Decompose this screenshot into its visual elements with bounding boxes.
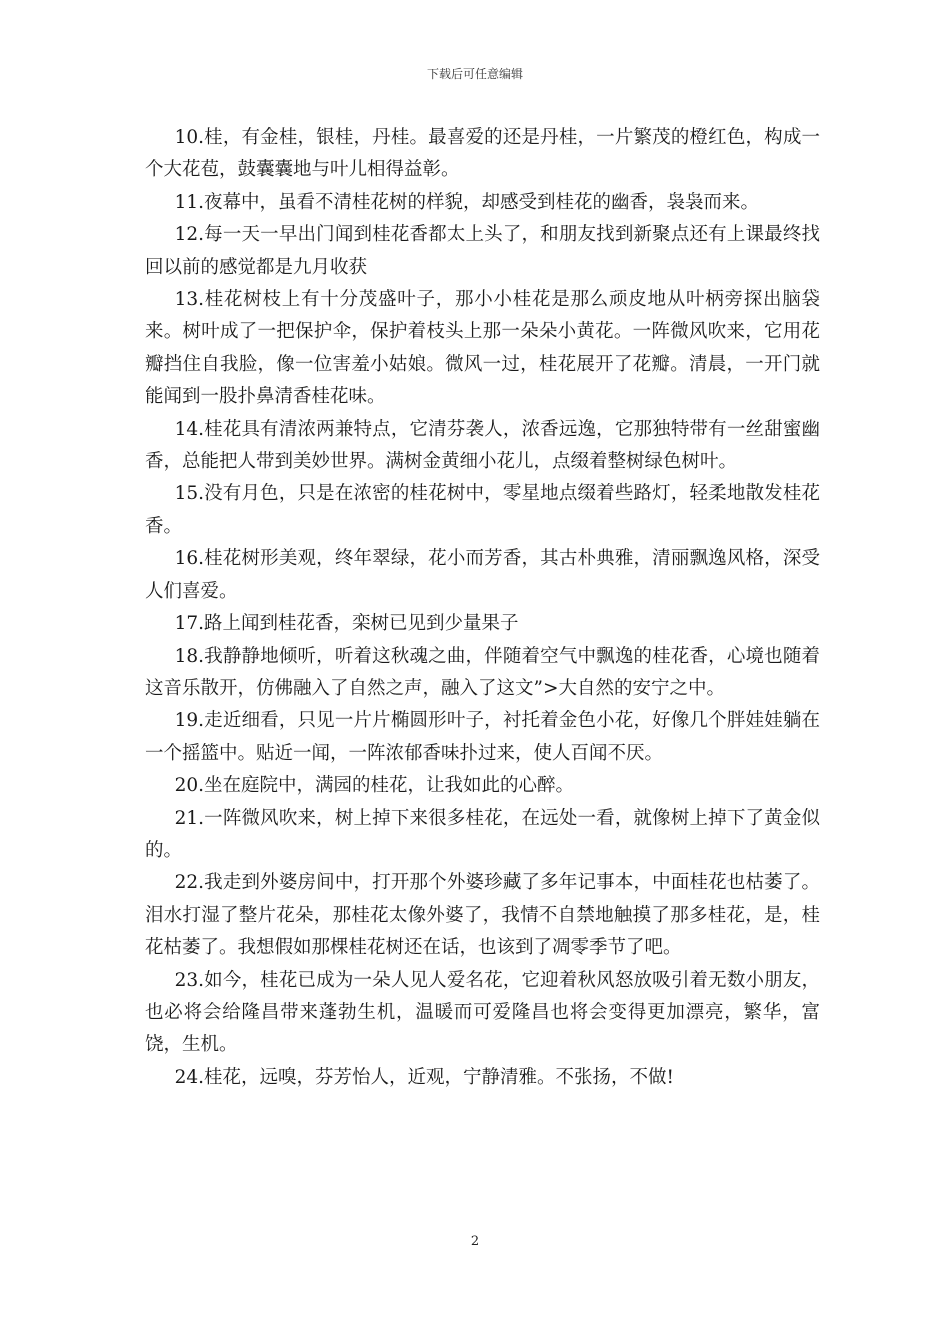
paragraph-24: 24.桂花，远嗅，芬芳怡人，近观，宁静清雅。不张扬，不做! <box>174 1066 674 1088</box>
paragraph-19: 19.走近细看，只见一片片椭圆形叶子，衬托着金色小花，好像几个胖娃娃躺在一个摇篮中。贴近一闻，一阵浓郁香味扑过来，使人百闻不厌。 <box>145 710 820 764</box>
paragraph-20: 20.坐在庭院中，满园的桂花，让我如此的心醉。 <box>174 775 575 797</box>
page-number: 2 <box>470 1234 480 1249</box>
paragraph-15: 15.没有月色，只是在浓密的桂花树中，零星地点缀着些路灯，轻柔地散发桂花香。 <box>145 483 820 537</box>
paragraph-18: 18.我静静地倾听，听着这秋魂之曲，伴随着空气中飘逸的桂花香，心境也随着这音乐散开，仿佛融入了自然之声，融入了这文”>大自然的安宁之中。 <box>145 645 820 699</box>
paragraph-21: 21.一阵微风吹来，树上掉下来很多桂花，在远处一看，就像树上掉下了黄金似的。 <box>145 807 820 861</box>
paragraph-16: 16.桂花树形美观，终年翠绿，花小而芳香，其古朴典雅，清丽飘逸风格，深受人们喜爱。 <box>145 548 820 602</box>
paragraph-12: 12.每一天一早出门闻到桂花香都太上头了，和朋友找到新聚点还有上课最终找回以前的感觉都是九月收获 <box>145 224 820 278</box>
paragraph-22: 22.我走到外婆房间中，打开那个外婆珍藏了多年记事本，中面桂花也枯萎了。泪水打湿了整片花朵，那桂花太像外婆了，我情不自禁地触摸了那多桂花，是，桂花枯萎了。我想假如那棵桂花树还在话，也该到了凋零季节了吧。 <box>145 872 820 959</box>
paragraph-23: 23.如今，桂花已成为一朵人见人爱名花，它迎着秋风怒放吸引着无数小朋友，也必将会给隆昌带来蓬勃生机，温暖而可爱隆昌也将会变得更加漂亮，繁华，富饶，生机。 <box>145 969 820 1056</box>
paragraph-10: 10.桂，有金桂，银桂，丹桂。最喜爱的还是丹桂，一片繁茂的橙红色，构成一个大花苞，鼓囊囊地与叶儿相得益彰。 <box>145 127 820 181</box>
paragraph-11: 11.夜幕中，虽看不清桂花树的样貌，却感受到桂花的幽香，袅袅而来。 <box>174 191 760 213</box>
paragraph-14: 14.桂花具有清浓两兼特点，它清芬袭人，浓香远逸，它那独特带有一丝甜蜜幽香，总能把人带到美妙世界。满树金黄细小花儿，点缀着整树绿色树叶。 <box>145 418 820 473</box>
paragraph-13: 13.桂花树枝上有十分茂盛叶子，那小小桂花是那么顽皮地从叶柄旁探出脑袋来。树叶成了一把保护伞，保护着枝头上那一朵朵小黄花。一阵微风吹来，它用花瓣挡住自我脸，像一位害羞小姑娘。微风一过，桂花展开了花瓣。清晨，一开门就能闻到一股扑鼻清香桂花味。 <box>145 289 820 408</box>
paragraph-17: 17.路上闻到桂花香，栾树已见到少量果子 <box>174 613 519 635</box>
document-body <box>145 122 820 1094</box>
page-header: 下载后可任意编辑 <box>426 67 523 81</box>
